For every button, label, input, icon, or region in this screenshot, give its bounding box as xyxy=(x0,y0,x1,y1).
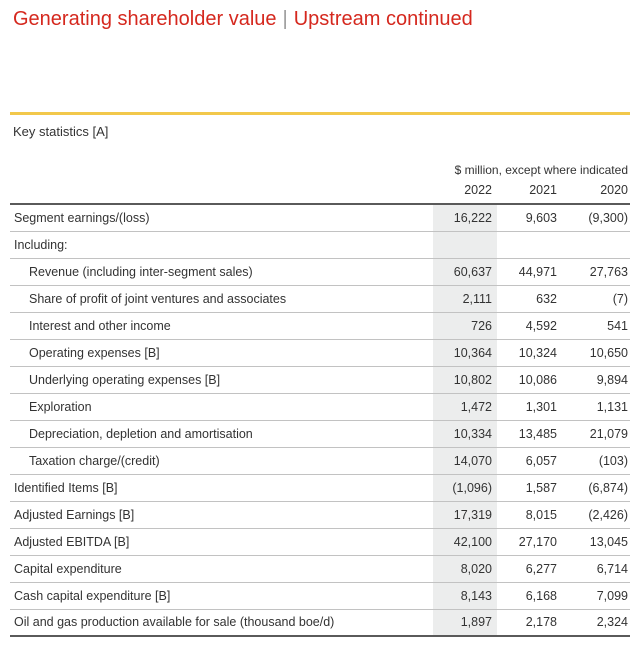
table-row xyxy=(10,501,630,528)
cell-2021: 6,277 xyxy=(497,555,559,582)
cell-2020: 13,045 xyxy=(559,528,630,555)
cell-2022: 42,100 xyxy=(433,528,497,555)
cell-2021: 1,587 xyxy=(497,474,559,501)
cell-2020: 27,763 xyxy=(559,258,630,285)
cell-2020: 7,099 xyxy=(559,582,630,609)
row-label: Depreciation, depletion and amortisation xyxy=(10,420,433,447)
table-row xyxy=(10,609,630,636)
cell-2022: 14,070 xyxy=(433,447,497,474)
row-label: Share of profit of joint ventures and associates xyxy=(10,285,433,312)
cell-2020: (2,426) xyxy=(559,501,630,528)
row-label: Adjusted Earnings [B] xyxy=(10,501,433,528)
cell-2022: 10,802 xyxy=(433,366,497,393)
cell-2020 xyxy=(559,231,630,258)
cell-2020: 1,131 xyxy=(559,393,630,420)
row-label: Segment earnings/(loss) xyxy=(10,204,433,231)
table-row xyxy=(10,339,630,366)
cell-2022: 10,334 xyxy=(433,420,497,447)
page-title-part1: Generating shareholder value xyxy=(13,8,277,30)
page-title-part2: Upstream continued xyxy=(293,8,473,30)
cell-2021: 1,301 xyxy=(497,393,559,420)
unit-note: $ million, except where indicated xyxy=(454,163,628,177)
cell-2021: 4,592 xyxy=(497,312,559,339)
cell-2021: 8,015 xyxy=(497,501,559,528)
cell-2021: 632 xyxy=(497,285,559,312)
cell-2022: 16,222 xyxy=(433,204,497,231)
table-header xyxy=(10,177,630,204)
cell-2020: (103) xyxy=(559,447,630,474)
cell-2022: 1,472 xyxy=(433,393,497,420)
row-label: Identified Items [B] xyxy=(10,474,433,501)
row-label: Oil and gas production available for sale (thousand boe/d) xyxy=(10,609,433,636)
cell-2020: 2,324 xyxy=(559,609,630,636)
row-label: Underlying operating expenses [B] xyxy=(10,366,433,393)
cell-2022: (1,096) xyxy=(433,474,497,501)
cell-2020: 6,714 xyxy=(559,555,630,582)
cell-2021: 27,170 xyxy=(497,528,559,555)
row-label: Revenue (including inter-segment sales) xyxy=(10,258,433,285)
table-body xyxy=(10,204,630,636)
label-column-header xyxy=(10,177,433,204)
cell-2021: 6,168 xyxy=(497,582,559,609)
row-label: Capital expenditure xyxy=(10,555,433,582)
table-row xyxy=(10,258,630,285)
cell-2022: 8,143 xyxy=(433,582,497,609)
column-header-2022: 2022 xyxy=(433,177,497,204)
cell-2020: (9,300) xyxy=(559,204,630,231)
cell-2021: 10,324 xyxy=(497,339,559,366)
cell-2022: 60,637 xyxy=(433,258,497,285)
table-row xyxy=(10,528,630,555)
cell-2020: 541 xyxy=(559,312,630,339)
title-divider: | xyxy=(282,8,288,30)
cell-2021: 10,086 xyxy=(497,366,559,393)
cell-2022: 8,020 xyxy=(433,555,497,582)
table-row xyxy=(10,474,630,501)
cell-2021 xyxy=(497,231,559,258)
cell-2022: 17,319 xyxy=(433,501,497,528)
cell-2022: 2,111 xyxy=(433,285,497,312)
table-row xyxy=(10,393,630,420)
table-row xyxy=(10,366,630,393)
row-label: Operating expenses [B] xyxy=(10,339,433,366)
key-statistics-table xyxy=(10,177,630,637)
row-label: Cash capital expenditure [B] xyxy=(10,582,433,609)
column-header-2020: 2020 xyxy=(559,177,630,204)
year-header-row xyxy=(10,177,630,204)
table-row xyxy=(10,420,630,447)
row-label: Including: xyxy=(10,231,433,258)
cell-2021: 2,178 xyxy=(497,609,559,636)
table-row xyxy=(10,204,630,231)
column-header-2021: 2021 xyxy=(497,177,559,204)
table-row xyxy=(10,285,630,312)
row-label: Taxation charge/(credit) xyxy=(10,447,433,474)
cell-2020: 10,650 xyxy=(559,339,630,366)
cell-2020: 9,894 xyxy=(559,366,630,393)
section-rule xyxy=(10,112,630,115)
cell-2021: 13,485 xyxy=(497,420,559,447)
cell-2020: 21,079 xyxy=(559,420,630,447)
table-row xyxy=(10,582,630,609)
section-heading: Key statistics [A] xyxy=(13,124,109,139)
cell-2020: (6,874) xyxy=(559,474,630,501)
table-row xyxy=(10,447,630,474)
cell-2022: 10,364 xyxy=(433,339,497,366)
row-label: Exploration xyxy=(10,393,433,420)
cell-2022: 726 xyxy=(433,312,497,339)
cell-2021: 6,057 xyxy=(497,447,559,474)
page-title xyxy=(10,0,630,31)
cell-2021: 9,603 xyxy=(497,204,559,231)
table-row xyxy=(10,312,630,339)
cell-2020: (7) xyxy=(559,285,630,312)
cell-2022: 1,897 xyxy=(433,609,497,636)
cell-2022 xyxy=(433,231,497,258)
row-label: Interest and other income xyxy=(10,312,433,339)
row-label: Adjusted EBITDA [B] xyxy=(10,528,433,555)
table-row xyxy=(10,231,630,258)
cell-2021: 44,971 xyxy=(497,258,559,285)
table-row xyxy=(10,555,630,582)
